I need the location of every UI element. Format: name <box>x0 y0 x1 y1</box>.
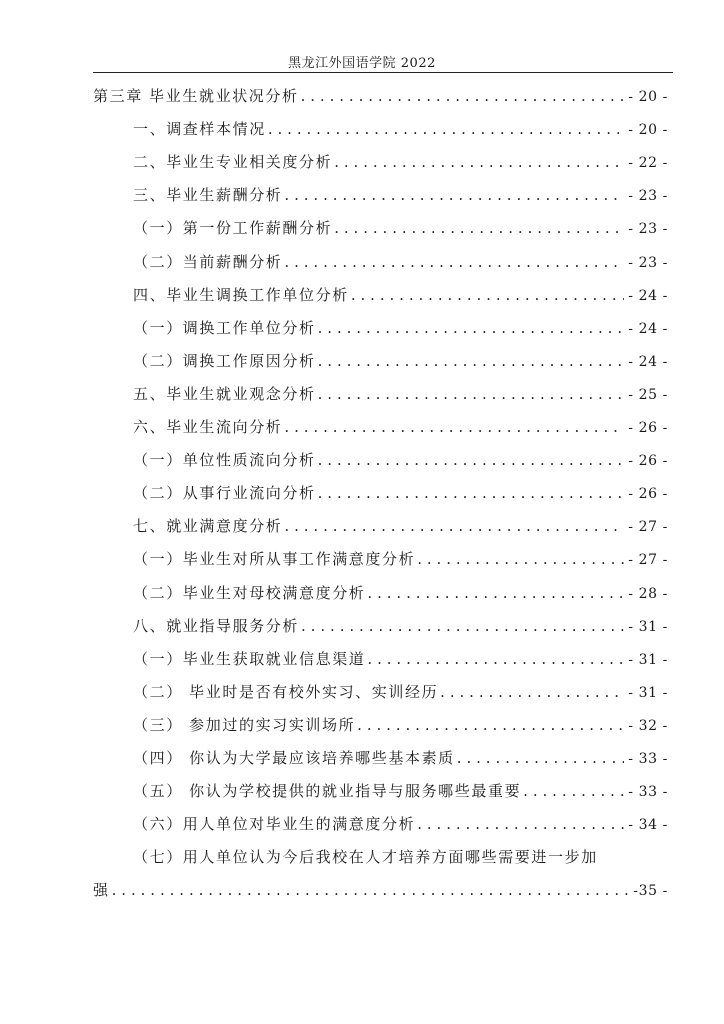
toc-entry[interactable] <box>133 151 668 172</box>
toc-entry[interactable] <box>133 780 668 801</box>
dot-leader <box>268 120 624 138</box>
toc-page-number: - 32 - <box>628 717 668 734</box>
dot-leader <box>284 517 624 535</box>
toc-page-number: - 31 - <box>628 651 668 668</box>
dot-leader <box>417 815 624 833</box>
toc-page-number: - 27 - <box>628 519 668 536</box>
toc-entry-label: （一）毕业生对所从事工作满意度分析 <box>133 550 416 569</box>
page-header: 黑龙江外国语学院 2022 <box>288 56 436 71</box>
dot-leader <box>457 749 624 767</box>
toc-entry[interactable] <box>133 582 668 603</box>
toc-entry-label: 强 <box>93 881 110 900</box>
toc-entry[interactable] <box>93 85 668 106</box>
toc-page-number: - 24 - <box>628 353 668 370</box>
toc-entry-label: 四、毕业生调换工作单位分析 <box>133 285 349 304</box>
toc-entry-label: （二）当前薪酬分析 <box>133 252 283 271</box>
toc-page-number: - 25 - <box>628 386 668 403</box>
toc-page-number: - 27 - <box>628 552 668 569</box>
dot-leader <box>440 683 624 701</box>
toc-page-number: - 26 - <box>628 486 668 503</box>
toc-entry-label: 第三章 毕业生就业状况分析 <box>93 87 299 105</box>
toc-page-number: - 23 - <box>628 221 668 238</box>
toc-page-number: - 23 - <box>628 188 668 205</box>
dot-leader <box>112 881 630 899</box>
toc-entry[interactable] <box>133 350 668 371</box>
header-divider <box>93 72 673 73</box>
dot-leader <box>351 286 624 304</box>
dot-leader <box>334 153 624 171</box>
dot-leader <box>334 219 624 237</box>
toc-entry-label: （六）用人单位对毕业生的满意度分析 <box>133 815 416 834</box>
dot-leader <box>318 319 625 337</box>
toc-page-number: - 20 - <box>628 89 668 105</box>
toc-entry-label: （二）毕业生对母校满意度分析 <box>133 583 366 602</box>
toc-entry[interactable] <box>133 184 668 205</box>
toc-entry-label: （一）调换工作单位分析 <box>133 318 316 337</box>
toc-entry-label: 二、毕业生专业相关度分析 <box>133 153 333 172</box>
toc-entry[interactable] <box>133 515 668 536</box>
toc-entry-label: 一、调查样本情况 <box>133 120 266 139</box>
dot-leader <box>301 87 625 105</box>
toc-entry[interactable] <box>133 648 668 669</box>
toc-entry[interactable] <box>133 548 668 569</box>
toc-entry-label: （三） 参加过的实习实训场所 <box>133 715 356 734</box>
toc-entry[interactable] <box>133 681 668 702</box>
toc-entry[interactable] <box>133 317 668 338</box>
dot-leader <box>301 617 624 635</box>
toc-entry[interactable] <box>133 813 668 834</box>
toc-entry[interactable] <box>133 416 668 437</box>
dot-leader <box>367 650 624 668</box>
toc-entry[interactable] <box>133 747 668 768</box>
toc-entry-label: （四） 你认为大学最应该培养哪些基本素质 <box>133 749 455 767</box>
toc-entry-label: 五、毕业生就业观念分析 <box>133 384 316 403</box>
toc-entry-7-second-line[interactable] <box>93 879 668 900</box>
toc-page-number: - 31 - <box>628 684 668 701</box>
dot-leader <box>318 352 625 370</box>
dot-leader <box>367 584 624 602</box>
dot-leader <box>523 782 624 800</box>
toc-page-number: - 22 - <box>628 155 668 172</box>
toc-page-number: - 20 - <box>628 122 668 139</box>
dot-leader <box>284 418 624 436</box>
toc-entry[interactable] <box>133 482 668 503</box>
toc-page-number: -35 - <box>633 883 668 900</box>
toc-entry-label: （一）单位性质流向分析 <box>133 451 316 470</box>
toc-entry-label: 六、毕业生流向分析 <box>133 418 283 436</box>
toc-page-number: - 24 - <box>628 320 668 337</box>
toc-entry[interactable] <box>133 449 668 470</box>
toc-entry[interactable] <box>133 383 668 404</box>
toc-entry-label: 七、就业满意度分析 <box>133 517 283 536</box>
toc-page-number: - 28 - <box>628 585 668 602</box>
toc-entry-label: （二）从事行业流向分析 <box>133 484 316 503</box>
toc-page-number: - 26 - <box>628 453 668 470</box>
toc-entry[interactable] <box>133 284 668 305</box>
toc-entry[interactable] <box>133 118 668 139</box>
toc-entry-label: （一）第一份工作薪酬分析 <box>133 219 333 238</box>
toc-entry-label: （五） 你认为学校提供的就业指导与服务哪些最重要 <box>133 782 522 801</box>
toc-page-number: - 31 - <box>628 618 668 635</box>
toc-entry-label: 八、就业指导服务分析 <box>133 616 300 635</box>
toc-page-number: - 34 - <box>628 817 668 834</box>
toc-entry-label: 三、毕业生薪酬分析 <box>133 186 283 205</box>
toc-entry[interactable] <box>133 615 668 636</box>
dot-leader <box>318 385 625 403</box>
toc-entry-label: （一）毕业生获取就业信息渠道 <box>133 649 366 668</box>
toc-page-number: - 33 - <box>628 751 668 767</box>
dot-leader <box>318 484 625 502</box>
dot-leader <box>357 716 624 734</box>
toc-entry[interactable] <box>133 714 668 735</box>
toc-page-number: - 23 - <box>628 254 668 271</box>
toc-page-number: - 33 - <box>628 784 668 801</box>
toc-entry-label: （二）调换工作原因分析 <box>133 351 316 370</box>
dot-leader <box>417 550 624 568</box>
dot-leader <box>318 451 625 469</box>
toc-entry-7-first-line[interactable]: （七）用人单位认为今后我校在人才培养方面哪些需要进一步加 <box>133 848 598 867</box>
toc-entry[interactable] <box>133 217 668 238</box>
toc-page-number: - 26 - <box>628 420 668 436</box>
dot-leader <box>284 186 624 204</box>
toc-page-number: - 24 - <box>628 287 668 304</box>
dot-leader <box>284 253 624 271</box>
toc-entry-label: （二） 毕业时是否有校外实习、实训经历 <box>133 682 439 701</box>
toc-entry[interactable] <box>133 251 668 272</box>
